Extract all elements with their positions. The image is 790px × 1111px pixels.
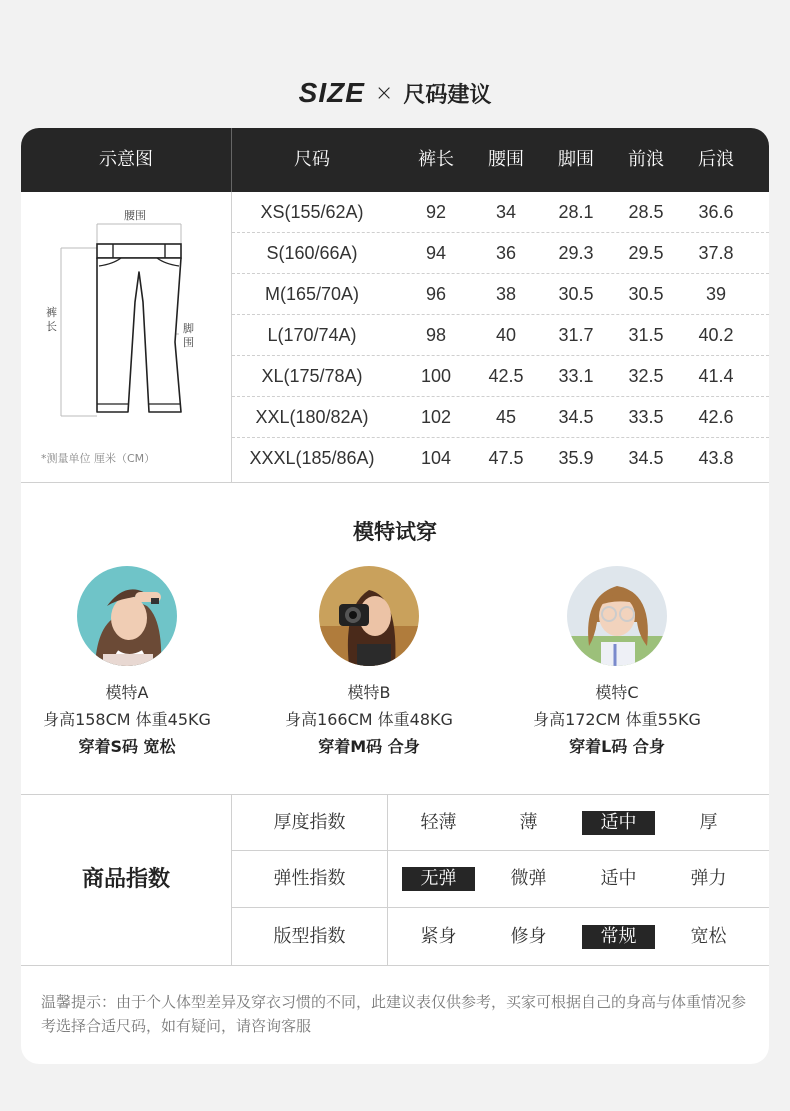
foot-cell: 30.5 bbox=[558, 284, 594, 304]
waist-cell: 45 bbox=[495, 407, 517, 427]
back-rise-cell: 36.6 bbox=[698, 202, 734, 222]
header-back-rise: 后浪 bbox=[698, 149, 734, 170]
length-cell: 98 bbox=[425, 325, 447, 345]
index-option-selected: 适中 bbox=[582, 811, 655, 835]
waist-label: 腰围 bbox=[124, 209, 146, 222]
model-name: 模特C bbox=[595, 683, 639, 702]
length-cell: 104 bbox=[420, 448, 452, 468]
back-rise-cell: 39 bbox=[705, 284, 727, 304]
table-row bbox=[232, 274, 769, 315]
index-option: 宽松 bbox=[690, 926, 727, 947]
index-option: 弹力 bbox=[690, 868, 727, 889]
index-name: 弹性指数 bbox=[273, 868, 346, 889]
waist-cell: 38 bbox=[495, 284, 517, 304]
front-rise-cell: 29.5 bbox=[628, 243, 664, 263]
model-photo-icon bbox=[319, 566, 419, 666]
index-option: 轻薄 bbox=[420, 812, 457, 833]
pants-diagram bbox=[21, 192, 231, 482]
foot-cell: 35.9 bbox=[558, 448, 594, 468]
length-cell: 102 bbox=[420, 407, 452, 427]
section-divider bbox=[21, 965, 769, 966]
front-rise-cell: 34.5 bbox=[628, 448, 664, 468]
front-rise-cell: 30.5 bbox=[628, 284, 664, 304]
size-cell: XL(175/78A) bbox=[261, 366, 363, 386]
header-size: 尺码 bbox=[294, 149, 330, 170]
foot-cell: 28.1 bbox=[558, 202, 594, 222]
waist-cell: 40 bbox=[495, 325, 517, 345]
index-option: 薄 bbox=[519, 812, 538, 833]
front-rise-cell: 33.5 bbox=[628, 407, 664, 427]
model-fit: 穿着M码 合身 bbox=[318, 737, 420, 756]
length-cell: 96 bbox=[425, 284, 447, 304]
header-waist: 腰围 bbox=[488, 149, 524, 170]
foot-cell: 29.3 bbox=[558, 243, 594, 263]
model-fit: 穿着S码 宽松 bbox=[78, 737, 176, 756]
foot-cell: 31.7 bbox=[558, 325, 594, 345]
page-title bbox=[0, 76, 790, 110]
size-cell: M(165/70A) bbox=[264, 284, 360, 304]
model-photo-icon bbox=[77, 566, 177, 666]
back-rise-cell: 41.4 bbox=[698, 366, 734, 386]
foot-label-1: 脚 bbox=[183, 322, 194, 335]
size-cell: XXL(180/82A) bbox=[255, 407, 369, 427]
index-option: 紧身 bbox=[420, 926, 457, 947]
back-rise-cell: 42.6 bbox=[698, 407, 734, 427]
header-foot: 脚围 bbox=[558, 149, 594, 170]
table-row bbox=[232, 356, 769, 397]
tip-note: 温馨提示：由于个人体型差异及穿衣习惯的不同，此建议表仅供参考，买家可根据自己的身高与体重情况参考选择合适尺码，如有疑问，请咨询客服 bbox=[41, 993, 747, 1035]
length-cell: 100 bbox=[420, 366, 452, 386]
model-card bbox=[21, 566, 247, 757]
foot-label-2: 围 bbox=[183, 336, 194, 349]
back-rise-cell: 37.8 bbox=[698, 243, 734, 263]
size-table-header bbox=[21, 128, 769, 192]
model-avatar bbox=[567, 566, 667, 666]
index-option: 适中 bbox=[600, 868, 637, 889]
front-rise-cell: 28.5 bbox=[628, 202, 664, 222]
size-card bbox=[21, 128, 769, 1064]
front-rise-cell: 32.5 bbox=[628, 366, 664, 386]
header-front-rise: 前浪 bbox=[628, 149, 664, 170]
waist-cell: 47.5 bbox=[488, 448, 524, 468]
waist-cell: 42.5 bbox=[488, 366, 524, 386]
product-index-label: 商品指数 bbox=[81, 867, 170, 892]
model-avatar bbox=[77, 566, 177, 666]
size-cell: XS(155/62A) bbox=[260, 202, 364, 222]
unit-note: *测量单位 厘米（CM） bbox=[41, 452, 156, 465]
title-en: SIZE bbox=[298, 77, 365, 108]
pants-outline-icon bbox=[21, 192, 231, 482]
models-title: 模特试穿 bbox=[353, 520, 437, 544]
back-rise-cell: 40.2 bbox=[698, 325, 734, 345]
index-option-selected: 无弹 bbox=[402, 867, 475, 891]
index-name: 版型指数 bbox=[273, 926, 346, 947]
length-label-2: 长 bbox=[46, 320, 57, 333]
model-avatar bbox=[319, 566, 419, 666]
index-option: 微弹 bbox=[510, 868, 547, 889]
table-row bbox=[232, 397, 769, 438]
header-length: 裤长 bbox=[418, 149, 454, 170]
table-row bbox=[232, 192, 769, 233]
back-rise-cell: 43.8 bbox=[698, 448, 734, 468]
model-photo-icon bbox=[567, 566, 667, 666]
waist-cell: 34 bbox=[495, 202, 517, 222]
index-option: 厚 bbox=[699, 812, 718, 833]
table-row bbox=[232, 315, 769, 356]
index-option-selected: 常规 bbox=[582, 925, 655, 949]
length-label-1: 裤 bbox=[46, 306, 57, 319]
foot-cell: 34.5 bbox=[558, 407, 594, 427]
size-cell: S(160/66A) bbox=[266, 243, 358, 263]
size-cell: L(170/74A) bbox=[267, 325, 357, 345]
model-card bbox=[249, 566, 489, 757]
model-fit: 穿着L码 合身 bbox=[569, 737, 665, 756]
section-divider bbox=[21, 482, 769, 483]
model-stats: 身高172CM 体重55KG bbox=[533, 710, 701, 729]
index-name: 厚度指数 bbox=[273, 812, 346, 833]
front-rise-cell: 31.5 bbox=[628, 325, 664, 345]
waist-cell: 36 bbox=[495, 243, 517, 263]
size-cell: XXXL(185/86A) bbox=[249, 448, 375, 468]
title-separator: × bbox=[374, 80, 394, 106]
table-row bbox=[232, 438, 769, 479]
table-row bbox=[232, 233, 769, 274]
header-diagram: 示意图 bbox=[99, 149, 153, 170]
model-stats: 身高166CM 体重48KG bbox=[285, 710, 453, 729]
index-option: 修身 bbox=[510, 926, 547, 947]
index-row-elasticity bbox=[232, 850, 769, 907]
foot-cell: 33.1 bbox=[558, 366, 594, 386]
index-row-thickness bbox=[232, 794, 769, 851]
model-stats: 身高158CM 体重45KG bbox=[43, 710, 211, 729]
model-card bbox=[497, 566, 737, 757]
model-name: 模特B bbox=[347, 683, 391, 702]
length-cell: 92 bbox=[425, 202, 447, 222]
title-cn: 尺码建议 bbox=[403, 82, 492, 108]
model-name: 模特A bbox=[105, 683, 149, 702]
index-row-fit bbox=[232, 908, 769, 965]
length-cell: 94 bbox=[425, 243, 447, 263]
